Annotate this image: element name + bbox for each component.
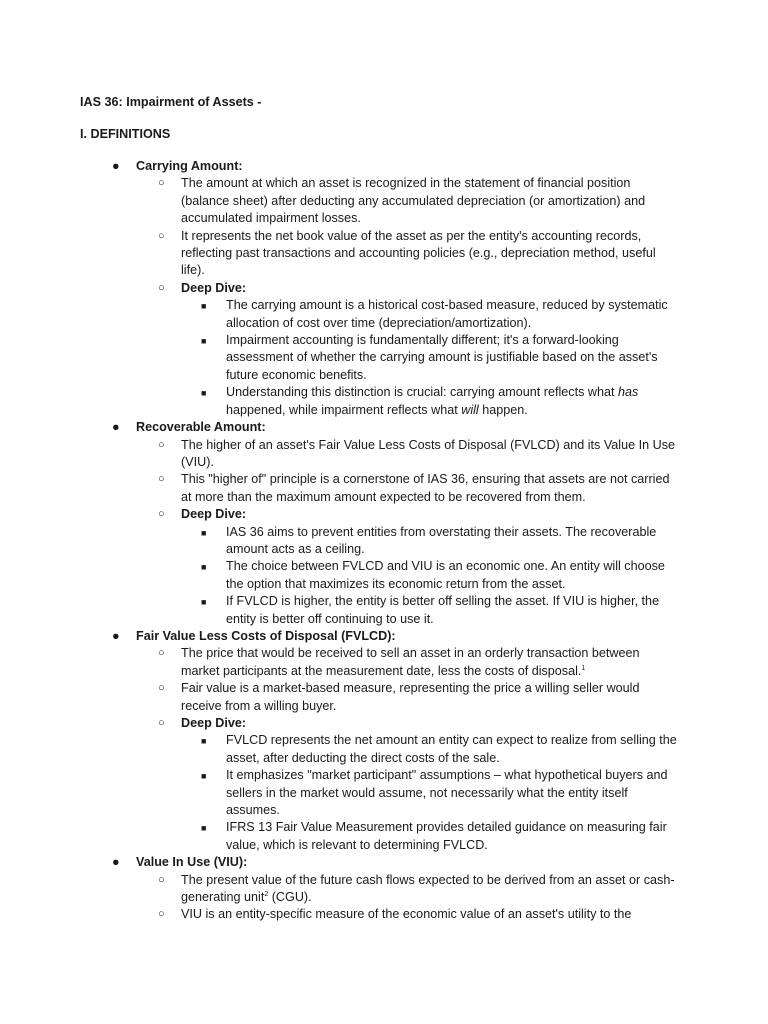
list-item: ■ The choice between FVLCD and VIU is an economic one. An entity will choose the option that maximizes its economic return from the asset. [201,559,665,591]
sub-list [136,437,768,628]
bullet-circle-icon: ○ [158,508,165,521]
sub-list [136,645,768,854]
list-item: ○ The price that would be received to sell an asset in an orderly transaction between market participants at the measurement date, less the costs of disposal.$^1$ [158,646,640,678]
list-item: ○ It represents the net book value of the asset as per the entity's accounting records, reflecting past transactions and accounting policies (e.g., depreciation method, useful life). [158,228,656,278]
bullet-circle-icon: ○ [158,438,165,451]
bullet-square-icon: ■ [201,823,207,834]
bullet-square-icon: ■ [201,771,207,782]
footnote-marker: 2 [264,891,269,899]
list-item: ■ Understanding this distinction is crucial: carrying amount reflects what has happened, while impairment reflects what will happen. [201,385,639,417]
bullet-square-icon: ■ [201,527,207,538]
bullet-disc-icon: ● [112,159,120,173]
list-item: ■ Impairment accounting is fundamentally different; it's a forward-looking assessment of whether the carrying amount is justifiable based on the asset's future economic benefits. [201,333,658,382]
sub-list [136,872,768,924]
list-item: ■ IAS 36 aims to prevent entities from overstating their assets. The recoverable amount acts as a ceiling. [201,524,657,556]
bullet-circle-icon: ○ [158,717,165,729]
deep-dive-list [181,732,681,854]
bullet-disc-icon: ● [112,855,120,870]
bullet-square-icon: ■ [201,597,207,608]
list-item: ○ The present value of the future cash flows expected to be derived from an asset or cash-generating unit$^2$ (CGU). [158,872,675,905]
bullet-disc-icon: ● [112,628,120,643]
bullet-square-icon: ■ [201,562,207,573]
deep-dive-list [181,524,681,628]
list-item: ○ The higher of an asset's Fair Value Less Costs of Disposal (FVLCD) and its Value In Use (VIU). [158,437,676,469]
deep-dive-label: Deep Dive: [181,507,247,522]
bullet-circle-icon: ○ [158,177,165,190]
section-heading: I. DEFINITIONS [80,127,171,141]
bullet-circle-icon: ○ [158,473,165,486]
term-heading: Fair Value Less Costs of Disposal (FVLCD): [136,628,396,643]
list-item: ■ It emphasizes "market participant" assumptions – what hypothetical buyers and sellers in the market would assume, not necessarily what the entity itself assumes. [201,768,668,818]
deep-dive-item [136,715,681,854]
deep-dive-label: Deep Dive: [181,716,247,730]
list-item: ■ FVLCD represents the net amount an entity can expect to realize from selling the asset, after deducting the direct costs of the sale. [201,733,677,765]
sub-list [136,175,768,419]
deep-dive-list [181,297,681,419]
definition-carrying-amount [0,158,768,419]
list-item: ○ VIU is an entity-specific measure of the economic value of an asset's utility to the [136,906,681,923]
list-item: ■ IFRS 13 Fair Value Measurement provides detailed guidance on measuring fair value, which is relevant to determining FVLCD. [201,820,667,852]
definition-recoverable-amount [0,419,768,628]
bullet-circle-icon: ○ [158,873,165,886]
list-item: ○ Fair value is a market-based measure, representing the price a willing seller would receive from a willing buyer. [158,681,640,713]
term-heading: Recoverable Amount: [136,420,266,435]
definition-fvlcd [0,628,768,854]
bullet-disc-icon: ● [112,420,120,435]
definitions-list [0,158,768,924]
list-item: ■ If FVLCD is higher, the entity is better off selling the asset. If VIU is higher, the entity is better off continuing to use it. [201,594,660,626]
bullet-square-icon: ■ [201,336,207,347]
term-heading: Value In Use (VIU): [136,855,248,870]
bullet-square-icon: ■ [201,736,207,747]
list-item: ■ The carrying amount is a historical cost-based measure, reduced by systematic allocation of cost over time (depreciation/amortization). [201,298,668,330]
bullet-square-icon: ■ [201,301,207,312]
bullet-circle-icon: ○ [158,647,165,660]
bullet-circle-icon: ○ [158,229,165,242]
footnote-marker: 1 [581,664,586,672]
bullet-circle-icon: ○ [158,682,165,695]
bullet-circle-icon: ○ [158,908,165,921]
document-title: IAS 36: Impairment of Assets - [80,95,262,109]
bullet-circle-icon: ○ [158,281,165,294]
deep-dive-item [136,506,681,628]
list-item: ○ The amount at which an asset is recognized in the statement of financial position (balance sheet) after deducting any accumulated depreciation (or amortization) and accumulated impairment losses. [158,176,646,226]
term-heading: Carrying Amount: [136,159,243,173]
definition-value-in-use [0,854,768,924]
deep-dive-item [136,280,681,419]
list-item: ○ This "higher of" principle is a cornerstone of IAS 36, ensuring that assets are not carried at more than the maximum amount expected to be recovered from them. [158,472,670,504]
bullet-square-icon: ■ [201,388,207,399]
deep-dive-label: Deep Dive: [181,280,247,295]
